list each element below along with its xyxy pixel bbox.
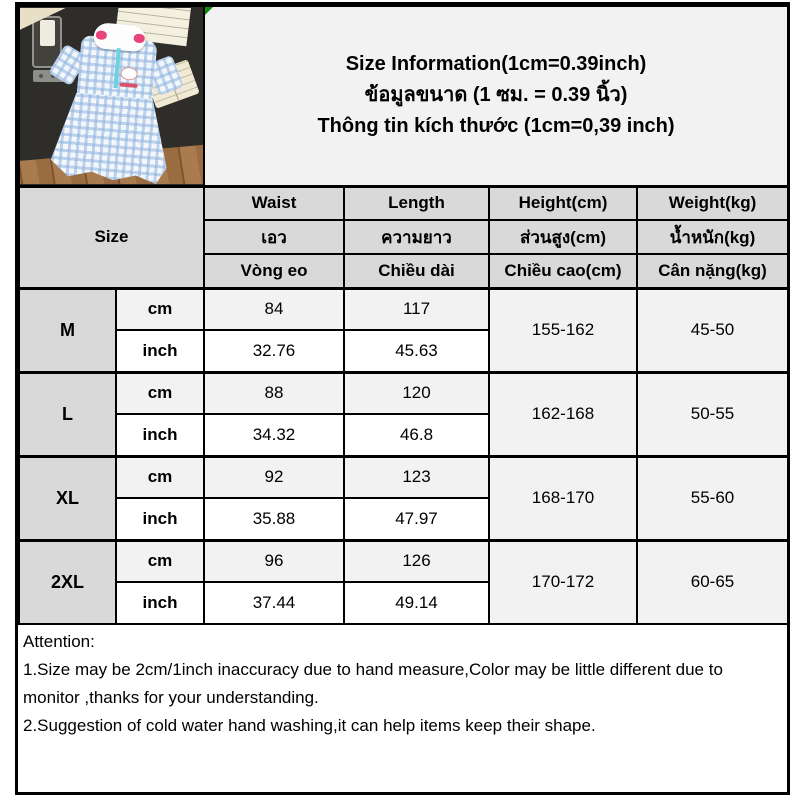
size-chart-sheet	[15, 2, 790, 795]
header-weight-vi: Cân nặng(kg)	[637, 254, 788, 288]
m-weight: 45-50	[637, 288, 788, 372]
2xl-weight: 60-65	[637, 540, 788, 624]
attention-note-1: 1.Size may be 2cm/1inch inaccuracy due to hand measure,Color may be little different due to monitor ,thanks for your understanding.	[23, 660, 723, 707]
size-label-xl: XL	[19, 456, 116, 540]
m-height: 155-162	[489, 288, 637, 372]
header-height-vi: Chiều cao(cm)	[489, 254, 637, 288]
photo-title-row	[19, 6, 788, 186]
header-length-en: Length	[344, 186, 489, 220]
table-row-m-cm	[19, 288, 788, 330]
l-waist-inch: 34.32	[204, 414, 344, 456]
header-waist-en: Waist	[204, 186, 344, 220]
2xl-waist-cm: 96	[204, 540, 344, 582]
unit-label-inch: inch	[116, 330, 204, 372]
unit-label-cm: cm	[116, 540, 204, 582]
title-thai: ข้อมูลขนาด (1 ซม. = 0.39 นิ้ว)	[364, 84, 628, 107]
l-length-inch: 46.8	[344, 414, 489, 456]
m-length-cm: 117	[344, 288, 489, 330]
2xl-length-cm: 126	[344, 540, 489, 582]
header-height-en: Height(cm)	[489, 186, 637, 220]
l-height: 162-168	[489, 372, 637, 456]
header-weight-th: น้ำหนัก(kg)	[637, 220, 788, 254]
attention-section	[18, 625, 787, 743]
unit-label-cm: cm	[116, 288, 204, 330]
l-weight: 50-55	[637, 372, 788, 456]
unit-label-inch: inch	[116, 414, 204, 456]
title-vietnamese: Thông tin kích thước (1cm=0,39 inch)	[317, 115, 675, 138]
header-row-english	[19, 186, 788, 220]
candle	[40, 20, 55, 46]
header-waist-vi: Vòng eo	[204, 254, 344, 288]
2xl-waist-inch: 37.44	[204, 582, 344, 624]
collar-bow-right	[133, 33, 145, 43]
unit-label-cm: cm	[116, 456, 204, 498]
xl-weight: 55-60	[637, 456, 788, 540]
l-waist-cm: 88	[204, 372, 344, 414]
attention-heading: Attention:	[23, 632, 95, 651]
gingham-dress	[47, 19, 180, 184]
dress-skirt	[50, 91, 173, 184]
2xl-height: 170-172	[489, 540, 637, 624]
header-length-vi: Chiều dài	[344, 254, 489, 288]
green-corner-marker	[204, 6, 214, 16]
size-label-m: M	[19, 288, 116, 372]
m-waist-inch: 32.76	[204, 330, 344, 372]
m-length-inch: 45.63	[344, 330, 489, 372]
table-row-2xl-cm	[19, 540, 788, 582]
product-photo-cell	[19, 6, 204, 186]
header-weight-en: Weight(kg)	[637, 186, 788, 220]
title-english: Size Information(1cm=0.39inch)	[345, 53, 647, 76]
collar-bow-left	[95, 30, 107, 40]
header-length-th: ความยาว	[344, 220, 489, 254]
xl-height: 168-170	[489, 456, 637, 540]
unit-label-inch: inch	[116, 498, 204, 540]
xl-waist-inch: 35.88	[204, 498, 344, 540]
header-height-th: ส่วนสูง(cm)	[489, 220, 637, 254]
xl-length-cm: 123	[344, 456, 489, 498]
2xl-length-inch: 49.14	[344, 582, 489, 624]
title-cell	[204, 6, 788, 186]
xl-waist-cm: 92	[204, 456, 344, 498]
size-corner-cell: Size	[19, 186, 204, 288]
table-row-xl-cm	[19, 456, 788, 498]
header-waist-th: เอว	[204, 220, 344, 254]
size-label-l: L	[19, 372, 116, 456]
size-label-2xl: 2XL	[19, 540, 116, 624]
l-length-cm: 120	[344, 372, 489, 414]
size-table	[18, 5, 789, 625]
product-photo	[20, 8, 203, 184]
m-waist-cm: 84	[204, 288, 344, 330]
attention-note-2: 2.Suggestion of cold water hand washing,it can help items keep their shape.	[23, 716, 596, 735]
unit-label-inch: inch	[116, 582, 204, 624]
unit-label-cm: cm	[116, 372, 204, 414]
xl-length-inch: 47.97	[344, 498, 489, 540]
table-row-l-cm	[19, 372, 788, 414]
